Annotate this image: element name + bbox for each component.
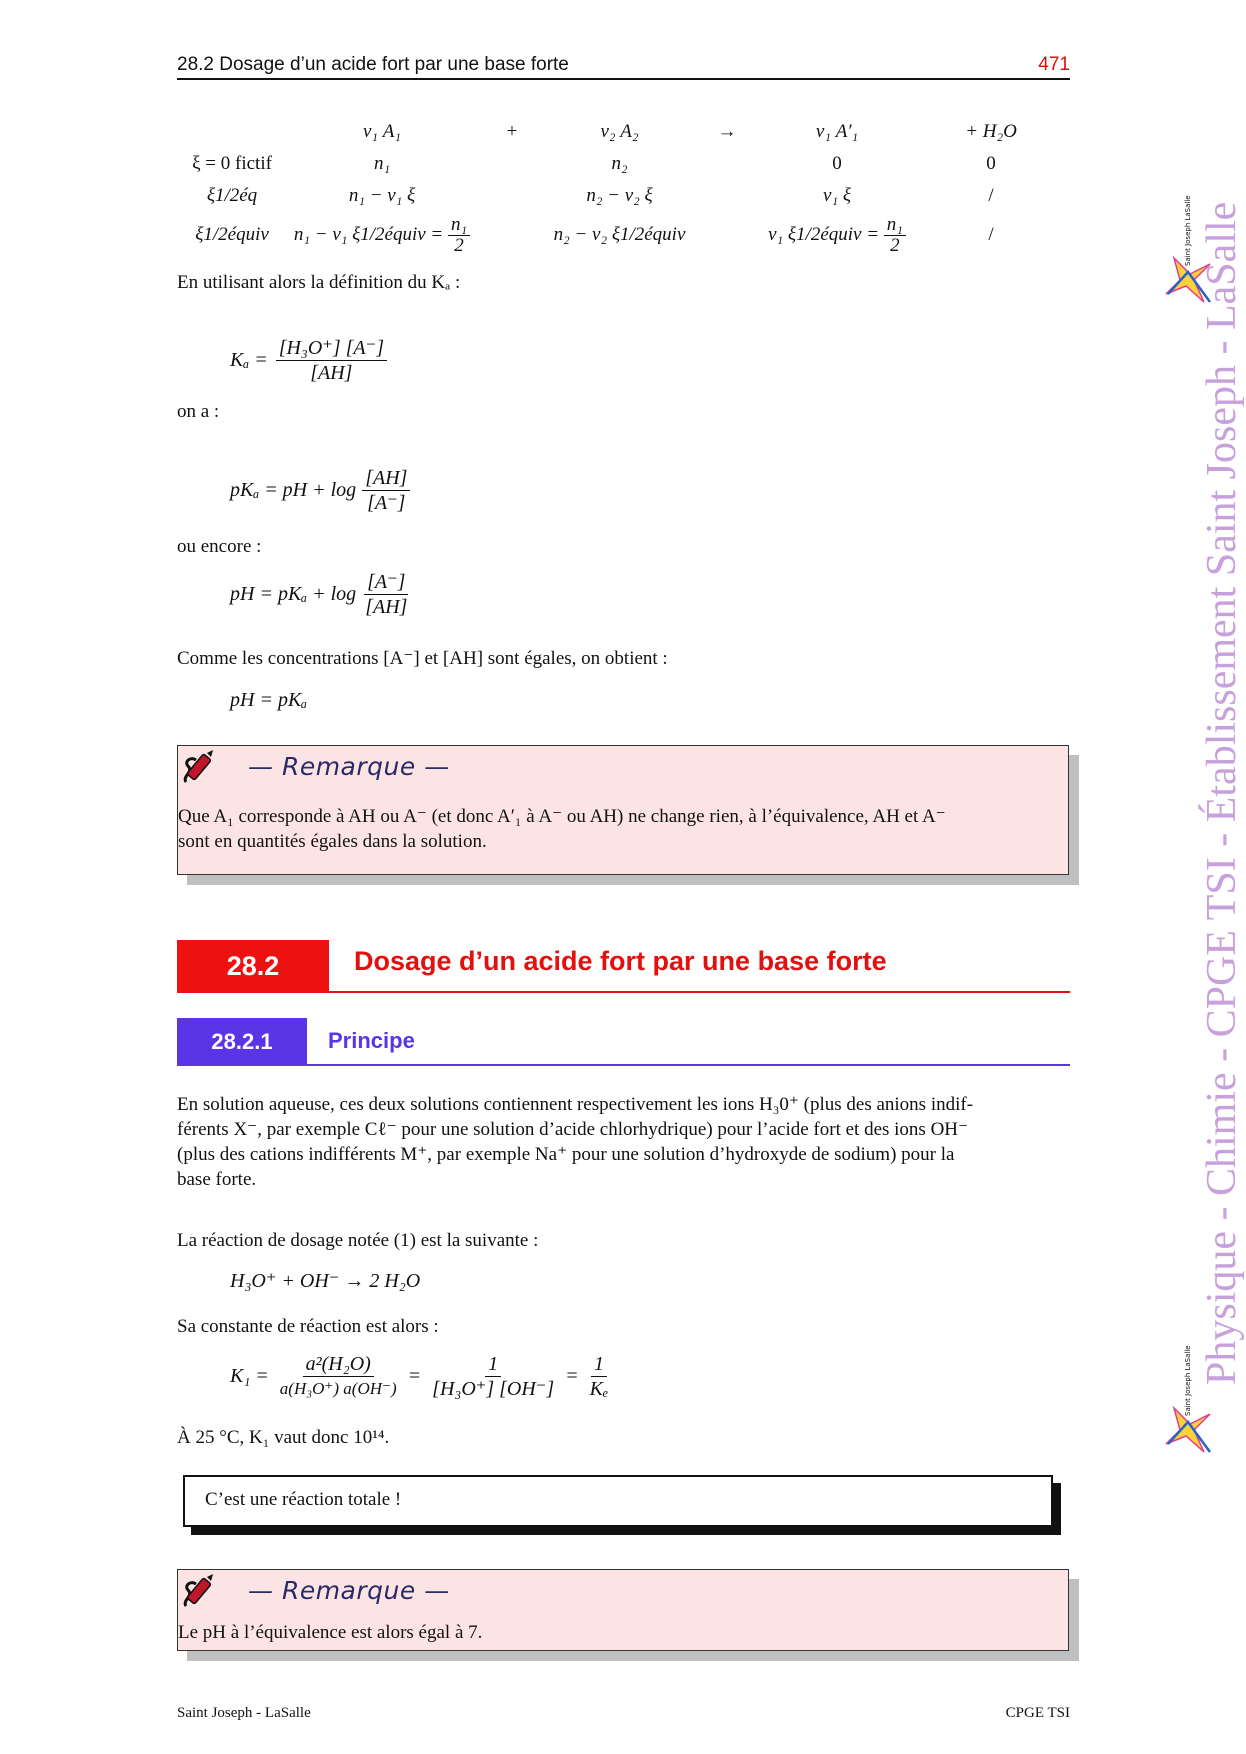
remark-title: — Remarque —: [248, 1576, 450, 1605]
svg-text:Saint Joseph LaSalle: Saint Joseph LaSalle: [1184, 195, 1192, 266]
paragraph: En solution aqueuse, ces deux solutions contiennent respectivement les ions H₃0⁺ (plus des anions indif- férents X⁻, par exemple Cℓ⁻ pour une solution d’acide chlorhydrique) pour l’acide fort et des ions OH⁻ (plus des cations indifférents M⁺, par exemple Na⁺ pour une solution d’hydroxyde de sodium) pour la base forte.: [177, 1094, 974, 1190]
fraction: $\frac{[A^-]}{[AH]}$: [365, 571, 408, 618]
remark-text: Le pH à l’équivalence est alors égal à 7.: [178, 1622, 483, 1643]
table-row: [177, 212, 1070, 258]
table-cell: 0: [832, 153, 842, 174]
row-label: ξ = 0 fictif: [192, 153, 272, 174]
school-logo: [1160, 1345, 1220, 1460]
paragraph: Sa constante de réaction est alors :: [177, 1316, 439, 1337]
table-row: [177, 116, 1070, 148]
paragraph: ou encore :: [177, 536, 262, 557]
reaction-table: [177, 116, 1070, 258]
section-number: 28.2: [177, 940, 329, 993]
subsection-rule: [307, 1064, 1070, 1066]
paragraph: À 25 °C, K₁ vaut donc 10¹⁴.: [177, 1427, 390, 1448]
remark-box: [177, 1569, 1069, 1651]
side-vertical-text: Physique - Chimie - CPGE TSI - Établissement Saint Joseph - LaSalle: [1199, 201, 1245, 1385]
table-cell: /: [988, 224, 994, 245]
pencil-icon: [180, 1572, 220, 1612]
paragraph: on a :: [177, 401, 220, 422]
row-label: ξ1/2éq: [206, 185, 258, 206]
reactant-2: ν₂ A₂: [600, 121, 639, 142]
svg-text:Saint Joseph LaSalle: Saint Joseph LaSalle: [1184, 1345, 1192, 1416]
equation-reaction: H₃O⁺ + OH⁻ → 2 H₂O: [230, 1270, 421, 1292]
footer-right: CPGE TSI: [1005, 1705, 1070, 1721]
product-2: + H₂O: [965, 121, 1017, 142]
table-cell: ν₁ ξ: [823, 185, 851, 206]
page-header: [177, 52, 1070, 80]
table-cell: n₁: [373, 153, 391, 174]
highlight-text: C’est une réaction totale !: [205, 1489, 402, 1510]
subsection-number: 28.2.1: [177, 1018, 307, 1066]
row-label: ξ1/2équiv: [195, 224, 269, 245]
table-cell: ν₁ ξ1/2équiv = $\frac{\text{n₁}}{2}$: [762, 212, 912, 258]
equation-ph-pka: pH = pKₐ: [230, 689, 308, 711]
fraction: $\frac{\text{[H₃O⁺] [A⁻]}}{[AH]}$: [276, 336, 387, 385]
product-1: ν₁ A′₁: [815, 121, 859, 142]
reaction-arrow: →: [717, 121, 737, 142]
table-cell: n₂: [611, 153, 628, 174]
table-row: [177, 180, 1070, 212]
table-cell: n₂ − ν₂ ξ: [586, 185, 653, 206]
reactant-1: ν₁ A₁: [363, 121, 401, 142]
table-cell: n₁ − ν₁ ξ1/2équiv = $\frac{\text{n₁}}{2}$: [287, 212, 477, 258]
fraction: $\frac{[AH]}{[A^-]}$: [362, 466, 410, 515]
page-number: 471: [1038, 54, 1070, 75]
equation-pka: pKₐ = pH + log $\frac{[AH]}{[A^-]}$: [230, 466, 410, 515]
paragraph: La réaction de dosage notée (1) est la suivante :: [177, 1230, 539, 1251]
table-row: [177, 148, 1070, 180]
section-rule: [329, 991, 1070, 993]
paragraph: En utilisant alors la définition du Kₐ :: [177, 272, 461, 293]
header-title: 28.2 Dosage d’un acide fort par une base forte: [177, 54, 569, 75]
section-title: Dosage d’un acide fort par une base forte: [354, 946, 887, 976]
subsection-title: Principe: [328, 1028, 415, 1053]
fraction: $\frac{1}{\text{[H₃O⁺] [OH⁻]}}$: [432, 1353, 555, 1400]
paragraph: Comme les concentrations [A⁻] et [AH] sont égales, on obtient :: [177, 648, 668, 669]
fraction: $\frac{\text{a²(H₂O)}}{\text{a(H₃O⁺) a(OH⁻)}}$: [279, 1353, 397, 1398]
equation-k1: K₁ = $\frac{\text{a²(H₂O)}}{\text{a(H₃O⁺) a(OH⁻)}}$ = $\frac{1}{\text{[H₃O⁺] [OH⁻]}}$ = $\frac{1}{\text{Kₑ}}$: [230, 1352, 611, 1401]
plus-sign: +: [506, 121, 518, 142]
table-cell: n₂ − ν₂ ξ1/2équiv: [553, 224, 686, 245]
table-cell: n₁ − ν₁ ξ: [348, 185, 416, 206]
equation-ka: Kₐ = $\frac{\text{[H₃O⁺] [A⁻]}}{[AH]}$: [230, 336, 387, 385]
table-cell: /: [988, 185, 994, 206]
remark-box: [177, 745, 1069, 875]
pencil-icon: [180, 748, 220, 788]
fraction: $\frac{\text{n₁}}{2}$: [884, 215, 906, 256]
footer-left: Saint Joseph - LaSalle: [177, 1705, 311, 1721]
remark-title: — Remarque —: [248, 752, 450, 781]
equation-ph: pH = pKₐ + log $\frac{[A^-]}{[AH]}$: [230, 570, 410, 619]
fraction: $\frac{\text{n₁}}{2}$: [448, 215, 470, 256]
fraction: $\frac{1}{\text{Kₑ}}$: [589, 1353, 609, 1400]
remark-text: Que A₁ corresponde à AH ou A⁻ (et donc A′₁ à A⁻ ou AH) ne change rien, à l’équivalence, AH et A⁻ sont en quantités égales dans la solution.: [178, 806, 946, 852]
highlight-box: [183, 1475, 1053, 1527]
table-cell: 0: [986, 153, 996, 174]
